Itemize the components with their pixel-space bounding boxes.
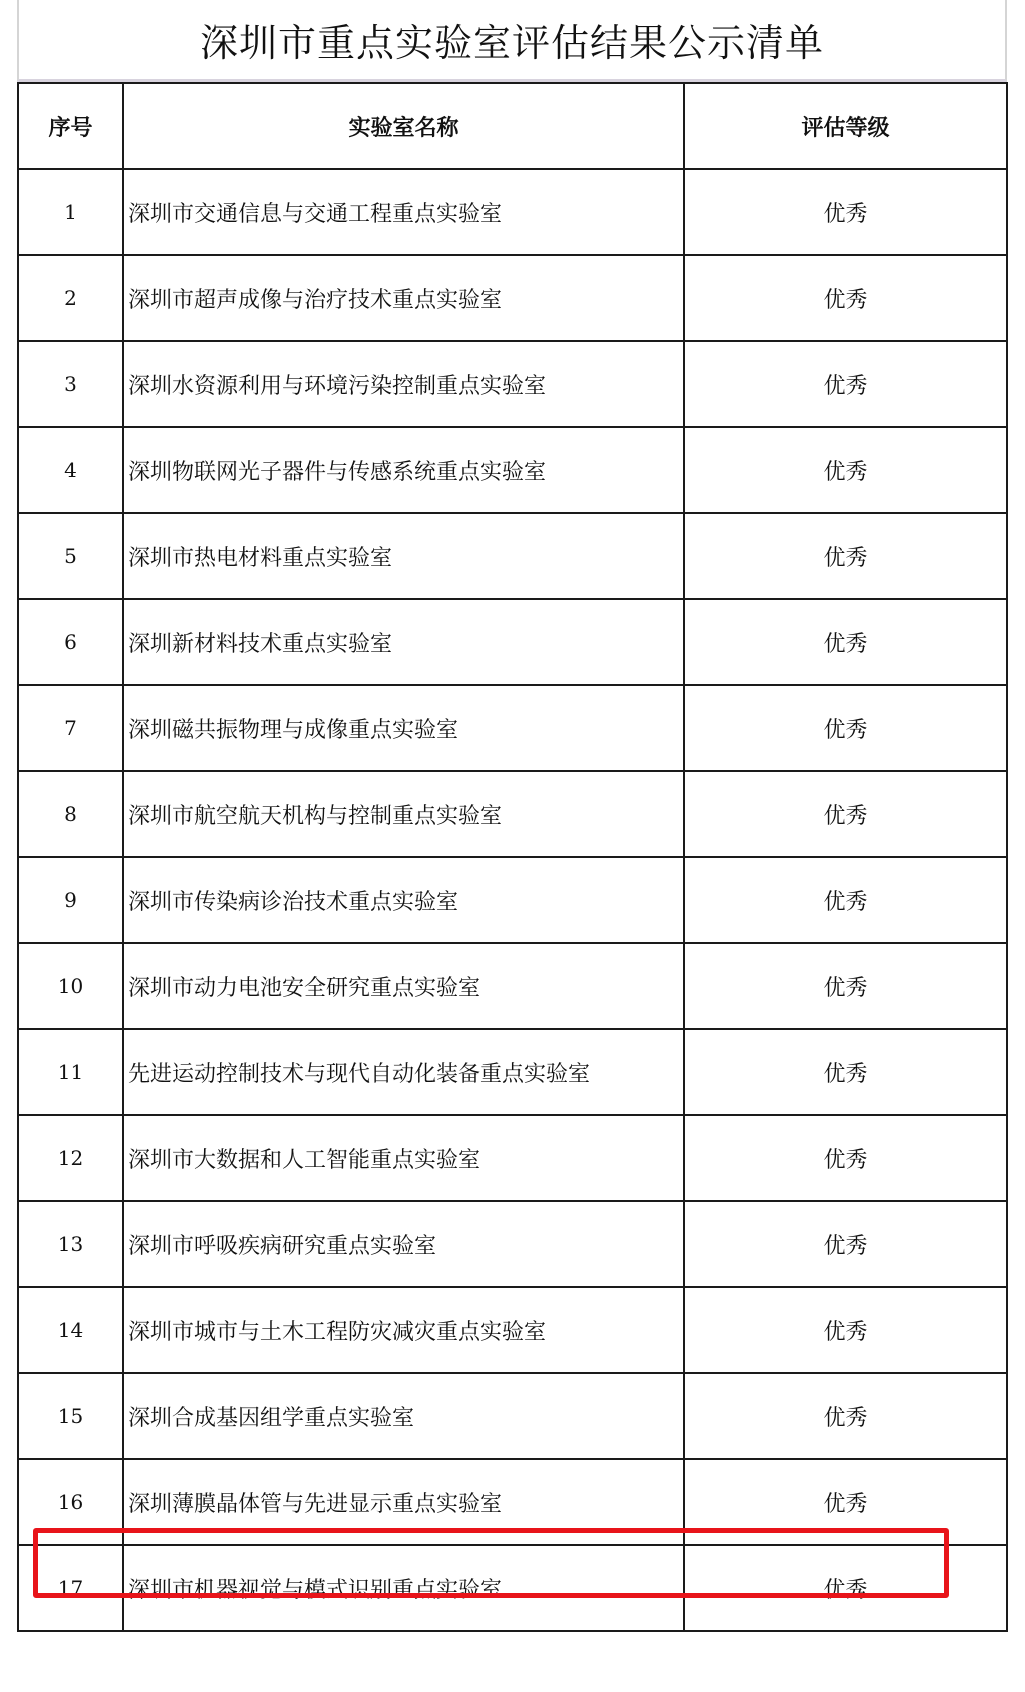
- header-grade: 评估等级: [684, 83, 1007, 169]
- table-row: [18, 857, 1007, 943]
- evaluation-grade: 优秀: [684, 341, 1007, 427]
- evaluation-grade: 优秀: [684, 169, 1007, 255]
- title-bar: [17, 0, 1007, 82]
- page-title: 深圳市重点实验室评估结果公示清单: [199, 21, 824, 65]
- lab-name: 深圳市动力电池安全研究重点实验室: [123, 943, 684, 1029]
- table-header-row: [18, 83, 1007, 169]
- table-row: [18, 1545, 1007, 1631]
- lab-name: 深圳市大数据和人工智能重点实验室: [123, 1115, 684, 1201]
- table-row: [18, 513, 1007, 599]
- lab-name: 深圳水资源利用与环境污染控制重点实验室: [123, 341, 684, 427]
- table-row: [18, 1115, 1007, 1201]
- header-no: 序号: [18, 83, 123, 169]
- results-table: [17, 82, 1008, 1632]
- lab-name: 深圳市传染病诊治技术重点实验室: [123, 857, 684, 943]
- lab-name: 深圳物联网光子器件与传感系统重点实验室: [123, 427, 684, 513]
- row-number: 13: [18, 1201, 123, 1287]
- evaluation-grade: 优秀: [684, 685, 1007, 771]
- lab-name: 先进运动控制技术与现代自动化装备重点实验室: [123, 1029, 684, 1115]
- header-name: 实验室名称: [123, 83, 684, 169]
- lab-name: 深圳磁共振物理与成像重点实验室: [123, 685, 684, 771]
- table-row: [18, 1373, 1007, 1459]
- table-row: [18, 599, 1007, 685]
- lab-name: 深圳新材料技术重点实验室: [123, 599, 684, 685]
- row-number: 9: [18, 857, 123, 943]
- evaluation-grade: 优秀: [684, 857, 1007, 943]
- evaluation-grade: 优秀: [684, 943, 1007, 1029]
- table-row: [18, 685, 1007, 771]
- lab-name: 深圳薄膜晶体管与先进显示重点实验室: [123, 1459, 684, 1545]
- evaluation-grade: 优秀: [684, 1029, 1007, 1115]
- evaluation-grade: 优秀: [684, 1373, 1007, 1459]
- lab-name: 深圳市交通信息与交通工程重点实验室: [123, 169, 684, 255]
- row-number: 15: [18, 1373, 123, 1459]
- row-number: 1: [18, 169, 123, 255]
- evaluation-grade: 优秀: [684, 1459, 1007, 1545]
- evaluation-grade: 优秀: [684, 1545, 1007, 1631]
- evaluation-grade: 优秀: [684, 513, 1007, 599]
- evaluation-grade: 优秀: [684, 1115, 1007, 1201]
- table-row: [18, 771, 1007, 857]
- lab-name: 深圳市机器视觉与模式识别重点实验室: [123, 1545, 684, 1631]
- evaluation-grade: 优秀: [684, 255, 1007, 341]
- table-row: [18, 255, 1007, 341]
- row-number: 10: [18, 943, 123, 1029]
- row-number: 8: [18, 771, 123, 857]
- table-row: [18, 943, 1007, 1029]
- evaluation-grade: 优秀: [684, 1201, 1007, 1287]
- table-row: [18, 1459, 1007, 1545]
- row-number: 5: [18, 513, 123, 599]
- row-number: 17: [18, 1545, 123, 1631]
- table-row: [18, 1029, 1007, 1115]
- table-row: [18, 169, 1007, 255]
- lab-name: 深圳市城市与土木工程防灾减灾重点实验室: [123, 1287, 684, 1373]
- lab-name: 深圳市航空航天机构与控制重点实验室: [123, 771, 684, 857]
- table-row: [18, 427, 1007, 513]
- lab-name: 深圳市呼吸疾病研究重点实验室: [123, 1201, 684, 1287]
- table-row: [18, 1287, 1007, 1373]
- row-number: 2: [18, 255, 123, 341]
- evaluation-grade: 优秀: [684, 599, 1007, 685]
- table-body: [18, 169, 1007, 1631]
- lab-name: 深圳市超声成像与治疗技术重点实验室: [123, 255, 684, 341]
- lab-name: 深圳合成基因组学重点实验室: [123, 1373, 684, 1459]
- row-number: 4: [18, 427, 123, 513]
- row-number: 7: [18, 685, 123, 771]
- lab-name: 深圳市热电材料重点实验室: [123, 513, 684, 599]
- row-number: 3: [18, 341, 123, 427]
- row-number: 16: [18, 1459, 123, 1545]
- evaluation-grade: 优秀: [684, 427, 1007, 513]
- evaluation-grade: 优秀: [684, 1287, 1007, 1373]
- row-number: 12: [18, 1115, 123, 1201]
- table-row: [18, 341, 1007, 427]
- row-number: 11: [18, 1029, 123, 1115]
- table-row: [18, 1201, 1007, 1287]
- evaluation-grade: 优秀: [684, 771, 1007, 857]
- row-number: 6: [18, 599, 123, 685]
- row-number: 14: [18, 1287, 123, 1373]
